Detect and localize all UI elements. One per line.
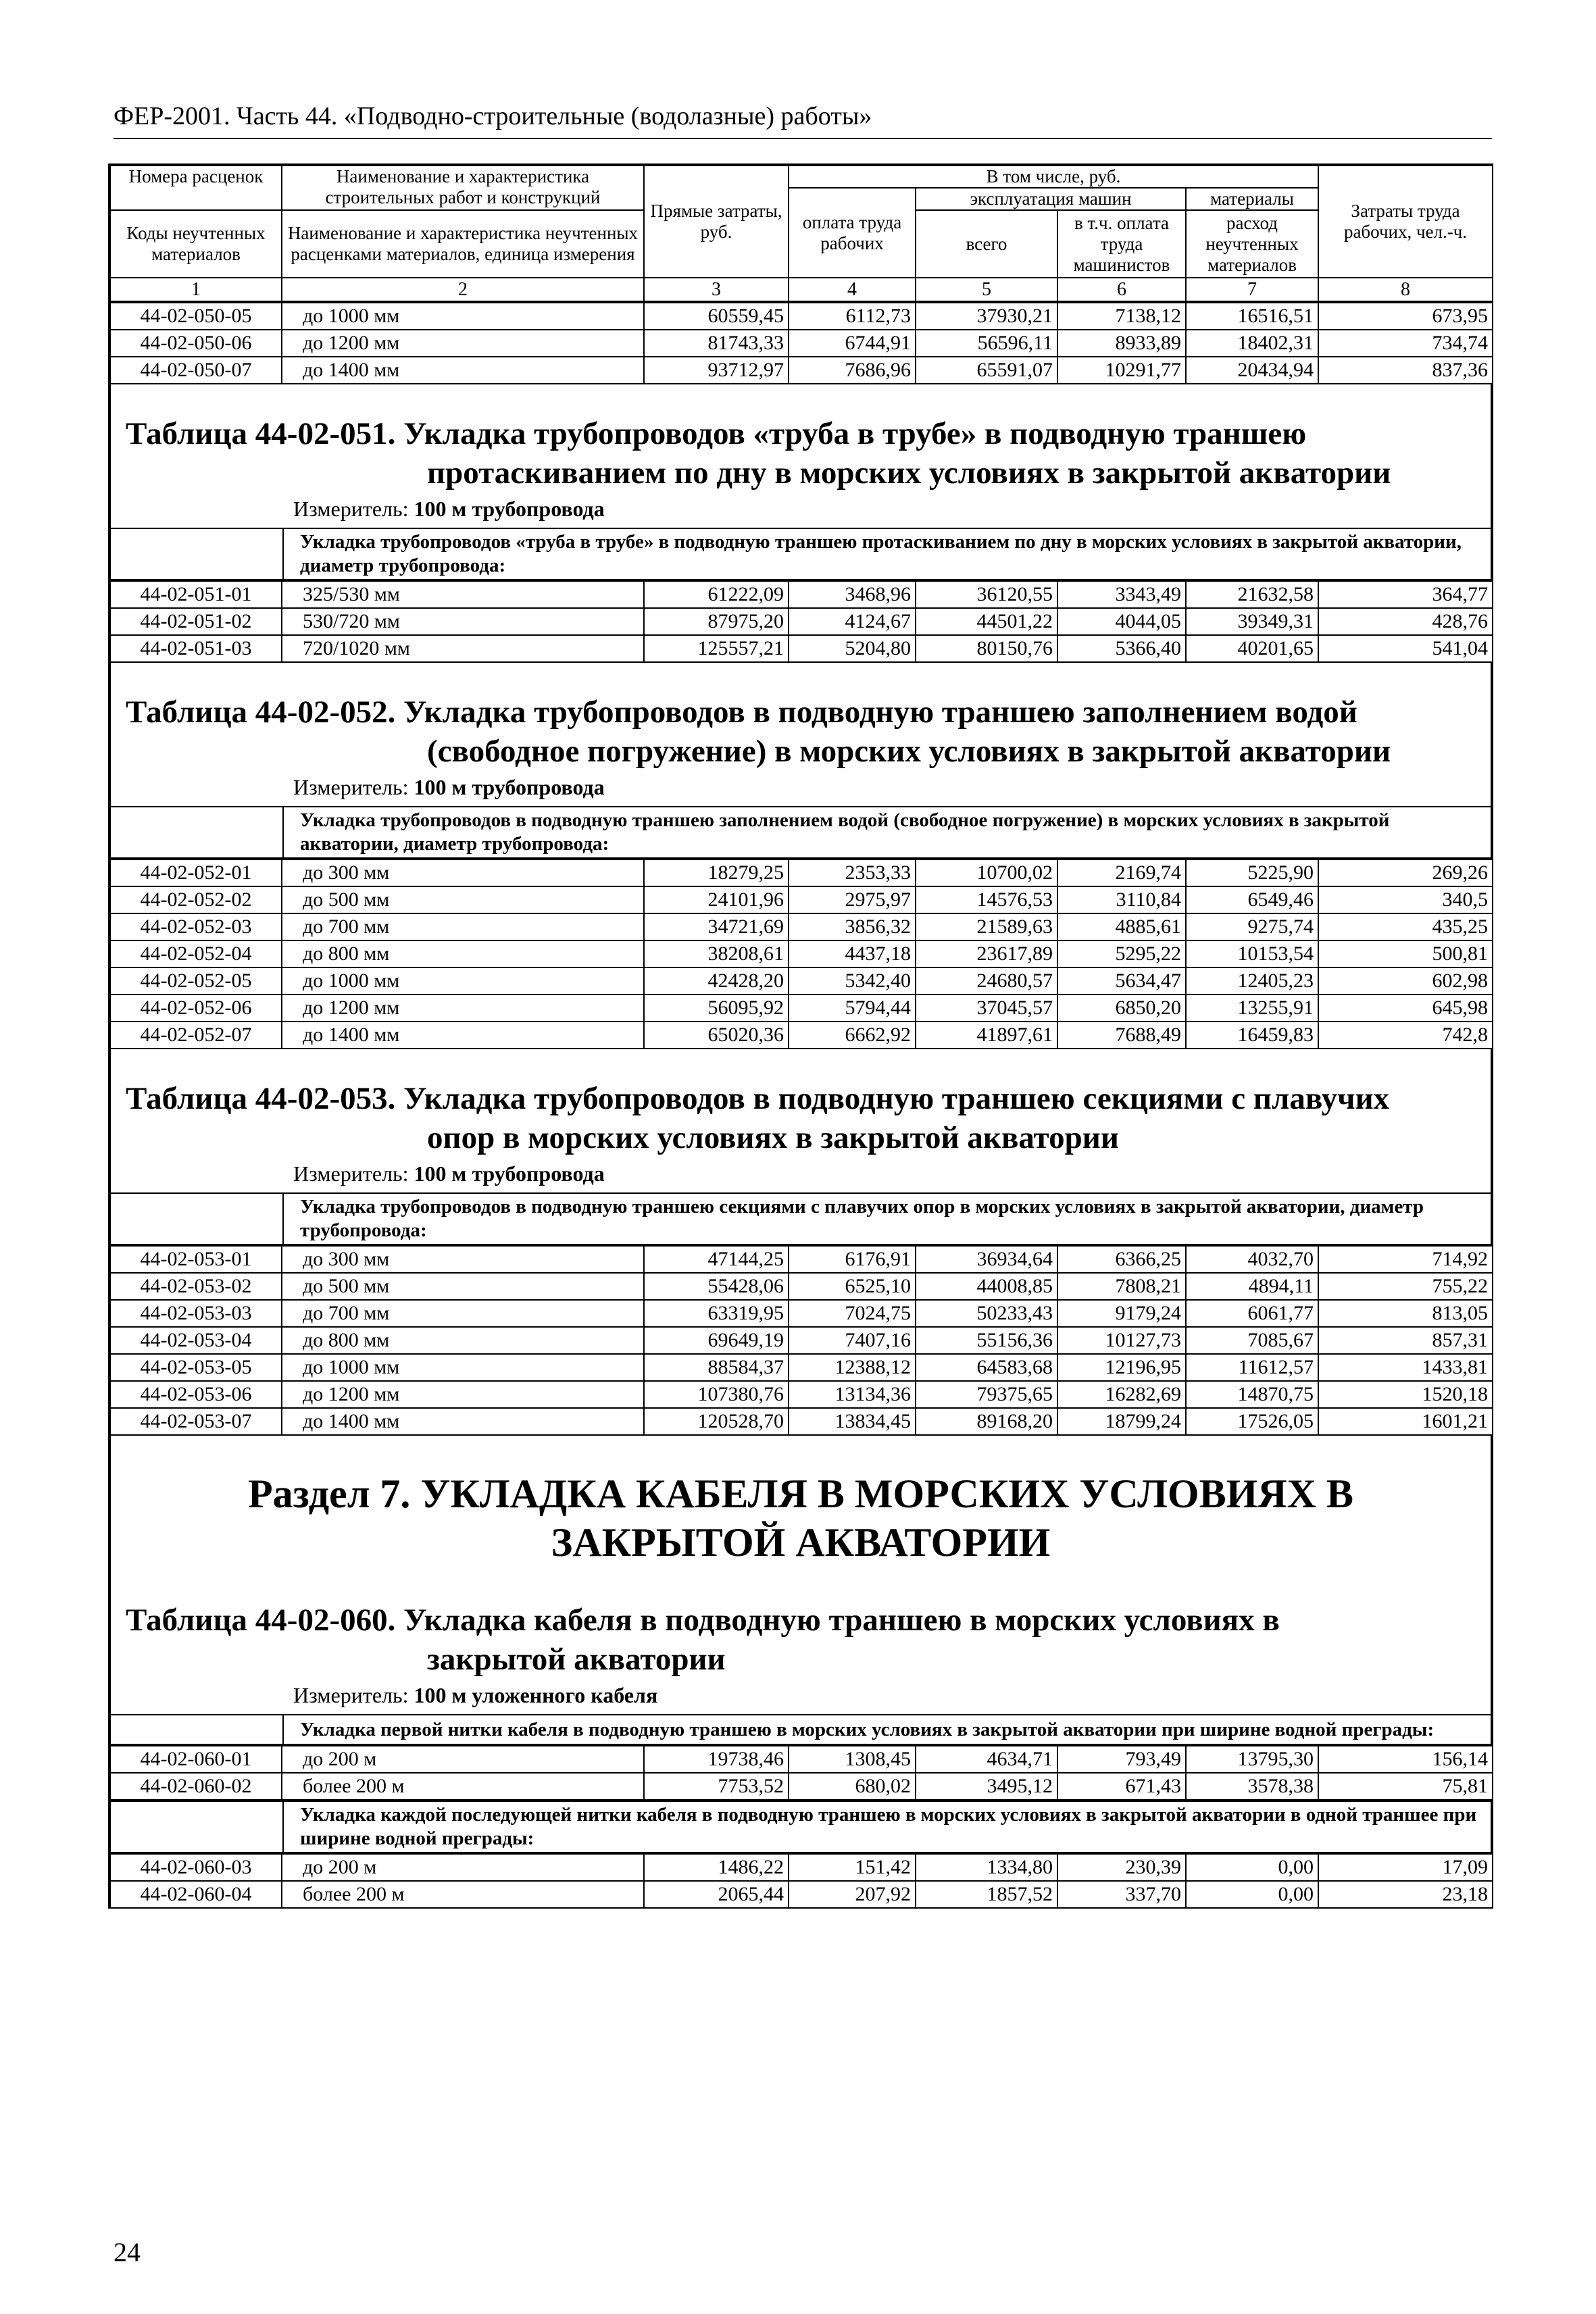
cell-rate-name: до 500 мм — [282, 886, 644, 913]
cell-rate-name: до 800 мм — [282, 1327, 644, 1354]
cell-wages: 6112,73 — [789, 303, 916, 330]
table-060-measure — [109, 1682, 1492, 1714]
col-direct-costs-header: Прямые затраты, руб. — [644, 166, 789, 278]
cell-labor: 857,31 — [1318, 1327, 1493, 1354]
cell-rate-name: до 200 м — [282, 1746, 644, 1773]
cell-rate-name: до 700 мм — [282, 913, 644, 940]
cell-materials: 0,00 — [1186, 1881, 1318, 1908]
cell-machinist-wages: 16282,69 — [1057, 1381, 1186, 1408]
table-052-title — [109, 663, 1492, 774]
table-row — [110, 1381, 1493, 1408]
cell-machines-total: 80150,76 — [916, 635, 1057, 662]
cell-wages: 12388,12 — [789, 1354, 916, 1381]
table-row — [110, 1300, 1493, 1327]
cell-machines-total: 1857,52 — [916, 1881, 1057, 1908]
cell-rate-code: 44-02-053-02 — [110, 1273, 282, 1300]
cell-materials: 4894,11 — [1186, 1273, 1318, 1300]
cell-rate-code: 44-02-052-06 — [110, 995, 282, 1022]
cell-rate-name: до 1200 мм — [282, 330, 644, 357]
measure-value: 100 м трубопровода — [414, 1161, 605, 1186]
cell-wages: 7407,16 — [789, 1327, 916, 1354]
cell-rate-name: до 1400 мм — [282, 357, 644, 384]
table-row — [110, 357, 1493, 384]
table-050-rows — [109, 302, 1493, 384]
table-row — [110, 859, 1493, 886]
cell-rate-name: до 800 мм — [282, 940, 644, 967]
measure-value: 100 м уложенного кабеля — [414, 1683, 658, 1707]
cell-rate-name: до 200 м — [282, 1854, 644, 1881]
cell-machinist-wages: 2169,74 — [1057, 859, 1186, 886]
cell-wages: 2975,97 — [789, 886, 916, 913]
cell-wages: 6662,92 — [789, 1022, 916, 1049]
cell-machinist-wages: 4044,05 — [1057, 608, 1186, 635]
cell-labor: 714,92 — [1318, 1246, 1493, 1273]
measure-value: 100 м трубопровода — [414, 497, 605, 521]
cell-materials: 9275,74 — [1186, 913, 1318, 940]
cell-rate-name: до 1200 мм — [282, 1381, 644, 1408]
table-subheader: Укладка трубопроводов в подводную траншею секциями с плавучих опор в морских условиях в закрытой акватории, диаметр трубопровода: — [283, 1193, 1491, 1244]
col-material-codes-header: Коды неучтенных материалов — [110, 210, 282, 278]
cell-direct-costs: 63319,95 — [644, 1300, 789, 1327]
table-060-subheader-2 — [109, 1801, 1492, 1853]
table-060-subheader-1 — [109, 1714, 1492, 1745]
table-row — [110, 1854, 1493, 1881]
cell-rate-name: 720/1020 мм — [282, 635, 644, 662]
cell-rate-name: до 300 мм — [282, 859, 644, 886]
table-row — [110, 1273, 1493, 1300]
table-row — [110, 913, 1493, 940]
table-row — [110, 967, 1493, 995]
table-row — [110, 940, 1493, 967]
measure-value: 100 м трубопровода — [414, 775, 605, 799]
price-table-sheet — [108, 164, 1493, 1909]
col-rate-number-header: Номера расценок — [110, 166, 282, 210]
cell-machines-total: 37045,57 — [916, 995, 1057, 1022]
cell-materials: 18402,31 — [1186, 330, 1318, 357]
cell-machines-total: 3495,12 — [916, 1773, 1057, 1800]
cell-wages: 6744,91 — [789, 330, 916, 357]
cell-materials: 3578,38 — [1186, 1773, 1318, 1800]
page-number: 24 — [114, 2237, 141, 2267]
cell-materials: 16516,51 — [1186, 303, 1318, 330]
cell-rate-code: 44-02-052-05 — [110, 967, 282, 995]
cell-wages: 3856,32 — [789, 913, 916, 940]
cell-rate-code: 44-02-052-01 — [110, 859, 282, 886]
table-subheader: Укладка каждой последующей нитки кабеля в подводную траншею в морских условиях в закрытой акватории в одной траншее при ширине водной преграды: — [283, 1801, 1491, 1853]
cell-labor: 755,22 — [1318, 1273, 1493, 1300]
cell-machinist-wages: 3343,49 — [1057, 581, 1186, 608]
cell-rate-code: 44-02-053-06 — [110, 1381, 282, 1408]
cell-machinist-wages: 7808,21 — [1057, 1273, 1186, 1300]
cell-machines-total: 50233,43 — [916, 1300, 1057, 1327]
cell-machines-total: 37930,21 — [916, 303, 1057, 330]
cell-machines-total: 36120,55 — [916, 581, 1057, 608]
table-row — [110, 1354, 1493, 1381]
col-num: 7 — [1186, 278, 1318, 301]
cell-labor: 428,76 — [1318, 608, 1493, 635]
cell-labor: 742,8 — [1318, 1022, 1493, 1049]
cell-direct-costs: 87975,20 — [644, 608, 789, 635]
cell-materials: 5225,90 — [1186, 859, 1318, 886]
cell-rate-code: 44-02-060-03 — [110, 1854, 282, 1881]
cell-rate-code: 44-02-053-03 — [110, 1300, 282, 1327]
cell-rate-code: 44-02-050-05 — [110, 303, 282, 330]
cell-machinist-wages: 671,43 — [1057, 1773, 1186, 1800]
cell-labor: 435,25 — [1318, 913, 1493, 940]
table-052-rows — [109, 859, 1493, 1049]
cell-direct-costs: 69649,19 — [644, 1327, 789, 1354]
cell-materials: 11612,57 — [1186, 1354, 1318, 1381]
cell-machinist-wages: 5295,22 — [1057, 940, 1186, 967]
cell-wages: 2353,33 — [789, 859, 916, 886]
cell-wages: 151,42 — [789, 1854, 916, 1881]
cell-rate-code: 44-02-052-07 — [110, 1022, 282, 1049]
table-row — [110, 303, 1493, 330]
cell-labor: 1601,21 — [1318, 1408, 1493, 1435]
cell-direct-costs: 19738,46 — [644, 1746, 789, 1773]
cell-rate-code: 44-02-051-02 — [110, 608, 282, 635]
table-060-title — [109, 1587, 1492, 1682]
cell-wages: 207,92 — [789, 1881, 916, 1908]
table-title-line: Таблица 44-02-053. Укладка трубопроводов в подводную траншею секциями с плавучих — [126, 1081, 1390, 1116]
cell-machinist-wages: 8933,89 — [1057, 330, 1186, 357]
cell-machinist-wages: 337,70 — [1057, 1881, 1186, 1908]
column-numbers-row — [110, 278, 1493, 301]
cell-machines-total: 4634,71 — [916, 1746, 1057, 1773]
cell-rate-code: 44-02-052-02 — [110, 886, 282, 913]
measure-label: Измеритель: — [293, 775, 414, 799]
cell-rate-name: 530/720 мм — [282, 608, 644, 635]
cell-wages: 5794,44 — [789, 995, 916, 1022]
cell-rate-name: более 200 м — [282, 1773, 644, 1800]
cell-rate-code: 44-02-052-04 — [110, 940, 282, 967]
col-machinist-wages-header: в т.ч. оплата труда машинистов — [1057, 210, 1186, 278]
table-title-line: Таблица 44-02-052. Укладка трубопроводов в подводную траншею заполнением водой — [126, 695, 1357, 730]
cell-rate-code: 44-02-052-03 — [110, 913, 282, 940]
cell-rate-code: 44-02-053-04 — [110, 1327, 282, 1354]
table-053-title — [109, 1049, 1492, 1160]
cell-direct-costs: 93712,97 — [644, 357, 789, 384]
cell-machines-total: 14576,53 — [916, 886, 1057, 913]
cell-direct-costs: 18279,25 — [644, 859, 789, 886]
cell-materials: 4032,70 — [1186, 1246, 1318, 1273]
col-including-header: В том числе, руб. — [789, 166, 1318, 188]
cell-machines-total: 64583,68 — [916, 1354, 1057, 1381]
cell-rate-name: до 1000 мм — [282, 303, 644, 330]
cell-labor: 837,36 — [1318, 357, 1493, 384]
cell-materials: 39349,31 — [1186, 608, 1318, 635]
cell-labor: 17,09 — [1318, 1854, 1493, 1881]
cell-direct-costs: 120528,70 — [644, 1408, 789, 1435]
table-053-rows — [109, 1245, 1493, 1436]
cell-wages: 7686,96 — [789, 357, 916, 384]
table-row — [110, 581, 1493, 608]
cell-rate-name: 325/530 мм — [282, 581, 644, 608]
table-row — [110, 330, 1493, 357]
cell-machinist-wages: 793,49 — [1057, 1746, 1186, 1773]
cell-labor: 673,95 — [1318, 303, 1493, 330]
cell-machines-total: 79375,65 — [916, 1381, 1057, 1408]
table-053-measure — [109, 1160, 1492, 1192]
cell-labor: 364,77 — [1318, 581, 1493, 608]
col-num: 6 — [1057, 278, 1186, 301]
cell-materials: 14870,75 — [1186, 1381, 1318, 1408]
cell-materials: 6549,46 — [1186, 886, 1318, 913]
table-052-measure — [109, 774, 1492, 806]
table-052-subheader — [109, 806, 1492, 859]
cell-direct-costs: 81743,33 — [644, 330, 789, 357]
cell-materials: 7085,67 — [1186, 1327, 1318, 1354]
cell-machinist-wages: 10291,77 — [1057, 357, 1186, 384]
cell-labor: 813,05 — [1318, 1300, 1493, 1327]
col-num: 4 — [789, 278, 916, 301]
cell-labor: 500,81 — [1318, 940, 1493, 967]
col-machines-header: эксплуатация машин — [916, 188, 1186, 210]
table-row — [110, 608, 1493, 635]
cell-machinist-wages: 5366,40 — [1057, 635, 1186, 662]
table-053-subheader — [109, 1192, 1492, 1245]
cell-machines-total: 44008,85 — [916, 1273, 1057, 1300]
table-subheader: Укладка трубопроводов в подводную траншею заполнением водой (свободное погружение) в морских условиях в закрытой акватории, диаметр трубопровода: — [283, 807, 1491, 858]
cell-direct-costs: 55428,06 — [644, 1273, 789, 1300]
cell-labor: 156,14 — [1318, 1746, 1493, 1773]
cell-rate-code: 44-02-053-01 — [110, 1246, 282, 1273]
cell-wages: 13134,36 — [789, 1381, 916, 1408]
table-row — [110, 886, 1493, 913]
cell-materials: 10153,54 — [1186, 940, 1318, 967]
cell-direct-costs: 34721,69 — [644, 913, 789, 940]
cell-direct-costs: 38208,61 — [644, 940, 789, 967]
cell-labor: 1433,81 — [1318, 1354, 1493, 1381]
cell-rate-code: 44-02-060-04 — [110, 1881, 282, 1908]
col-machines-total-header: всего — [916, 210, 1057, 278]
cell-direct-costs: 65020,36 — [644, 1022, 789, 1049]
cell-rate-code: 44-02-051-03 — [110, 635, 282, 662]
cell-labor: 645,98 — [1318, 995, 1493, 1022]
running-head: ФЕР-2001. Часть 44. «Подводно-строительные (водолазные) работы» — [114, 100, 1492, 139]
cell-wages: 4437,18 — [789, 940, 916, 967]
col-num: 1 — [110, 278, 282, 301]
cell-direct-costs: 60559,45 — [644, 303, 789, 330]
table-row — [110, 1408, 1493, 1435]
cell-materials: 13255,91 — [1186, 995, 1318, 1022]
cell-wages: 6176,91 — [789, 1246, 916, 1273]
cell-materials: 0,00 — [1186, 1854, 1318, 1881]
cell-machines-total: 21589,63 — [916, 913, 1057, 940]
cell-wages: 3468,96 — [789, 581, 916, 608]
table-051-subheader — [109, 528, 1492, 580]
cell-machines-total: 36934,64 — [916, 1246, 1057, 1273]
cell-labor: 541,04 — [1318, 635, 1493, 662]
cell-direct-costs: 47144,25 — [644, 1246, 789, 1273]
cell-materials: 16459,83 — [1186, 1022, 1318, 1049]
col-num: 3 — [644, 278, 789, 301]
table-title-line: закрытой акватории — [427, 1642, 726, 1677]
table-051-measure — [109, 495, 1492, 528]
table-subheader: Укладка трубопроводов «труба в трубе» в подводную траншею протаскиванием по дну в морских условиях в закрытой акватории, диаметр трубопровода: — [283, 528, 1491, 580]
cell-wages: 680,02 — [789, 1773, 916, 1800]
table-060-rows-1 — [109, 1745, 1493, 1801]
table-060-rows-2 — [109, 1853, 1493, 1909]
cell-rate-code: 44-02-051-01 — [110, 581, 282, 608]
col-wages-header: оплата труда рабочих — [789, 188, 916, 278]
cell-machinist-wages: 5634,47 — [1057, 967, 1186, 995]
cell-machinist-wages: 6850,20 — [1057, 995, 1186, 1022]
table-row — [110, 1022, 1493, 1049]
cell-machines-total: 55156,36 — [916, 1327, 1057, 1354]
cell-labor: 269,26 — [1318, 859, 1493, 886]
cell-wages: 6525,10 — [789, 1273, 916, 1300]
cell-rate-code: 44-02-060-02 — [110, 1773, 282, 1800]
cell-wages: 4124,67 — [789, 608, 916, 635]
cell-materials: 20434,94 — [1186, 357, 1318, 384]
table-title-line: опор в морских условиях в закрытой акватории — [427, 1120, 1119, 1155]
col-work-name-header: Наименование и характеристика строительных работ и конструкций — [282, 166, 644, 210]
col-material-name-header: Наименование и характеристика неучтенных расценками материалов, единица измерения — [282, 210, 644, 278]
col-materials-header: материалы — [1186, 188, 1318, 210]
col-num: 5 — [916, 278, 1057, 301]
cell-direct-costs: 1486,22 — [644, 1854, 789, 1881]
cell-machines-total: 41897,61 — [916, 1022, 1057, 1049]
cell-direct-costs: 61222,09 — [644, 581, 789, 608]
cell-rate-code: 44-02-053-07 — [110, 1408, 282, 1435]
cell-materials: 21632,58 — [1186, 581, 1318, 608]
table-title-line: протаскиванием по дну в морских условиях в закрытой акватории — [427, 455, 1391, 491]
cell-wages: 13834,45 — [789, 1408, 916, 1435]
cell-materials: 6061,77 — [1186, 1300, 1318, 1327]
cell-direct-costs: 125557,21 — [644, 635, 789, 662]
cell-machinist-wages: 7688,49 — [1057, 1022, 1186, 1049]
cell-rate-name: до 1000 мм — [282, 1354, 644, 1381]
cell-machines-total: 23617,89 — [916, 940, 1057, 967]
cell-direct-costs: 24101,96 — [644, 886, 789, 913]
col-labor-header: Затраты труда рабочих, чел.-ч. — [1318, 166, 1493, 278]
cell-machinist-wages: 18799,24 — [1057, 1408, 1186, 1435]
cell-labor: 1520,18 — [1318, 1381, 1493, 1408]
cell-machines-total: 44501,22 — [916, 608, 1057, 635]
cell-direct-costs: 42428,20 — [644, 967, 789, 995]
cell-machinist-wages: 230,39 — [1057, 1854, 1186, 1881]
table-row — [110, 1746, 1493, 1773]
cell-labor: 75,81 — [1318, 1773, 1493, 1800]
cell-rate-code: 44-02-050-07 — [110, 357, 282, 384]
table-row — [110, 1881, 1493, 1908]
cell-direct-costs: 56095,92 — [644, 995, 789, 1022]
cell-rate-name: до 1200 мм — [282, 995, 644, 1022]
table-row — [110, 1327, 1493, 1354]
cell-materials: 17526,05 — [1186, 1408, 1318, 1435]
table-051-rows — [109, 580, 1493, 663]
table-051-title — [109, 384, 1492, 495]
cell-rate-name: до 700 мм — [282, 1300, 644, 1327]
cell-direct-costs: 7753,52 — [644, 1773, 789, 1800]
cell-machinist-wages: 10127,73 — [1057, 1327, 1186, 1354]
cell-wages: 5204,80 — [789, 635, 916, 662]
cell-machines-total: 1334,80 — [916, 1854, 1057, 1881]
cell-rate-name: до 500 мм — [282, 1273, 644, 1300]
cell-wages: 1308,45 — [789, 1746, 916, 1773]
table-title-line: (свободное погружение) в морских условиях в закрытой акватории — [427, 734, 1391, 769]
cell-machinist-wages: 9179,24 — [1057, 1300, 1186, 1327]
col-num: 2 — [282, 278, 644, 301]
cell-machinist-wages: 4885,61 — [1057, 913, 1186, 940]
cell-labor: 734,74 — [1318, 330, 1493, 357]
cell-labor: 340,5 — [1318, 886, 1493, 913]
table-title-line: Таблица 44-02-060. Укладка кабеля в подводную траншею в морских условиях в — [126, 1603, 1280, 1638]
cell-rate-name: до 1400 мм — [282, 1408, 644, 1435]
cell-materials: 13795,30 — [1186, 1746, 1318, 1773]
column-header — [109, 165, 1493, 302]
section-7-heading: Раздел 7. УКЛАДКА КАБЕЛЯ В МОРСКИХ УСЛОВИЯХ В ЗАКРЫТОЙ АКВАТОРИИ — [109, 1436, 1492, 1587]
cell-rate-code: 44-02-060-01 — [110, 1746, 282, 1773]
cell-machines-total: 24680,57 — [916, 967, 1057, 995]
measure-label: Измеритель: — [293, 1683, 414, 1707]
measure-label: Измеритель: — [293, 1161, 414, 1186]
cell-machines-total: 89168,20 — [916, 1408, 1057, 1435]
cell-rate-name: до 300 мм — [282, 1246, 644, 1273]
cell-materials: 12405,23 — [1186, 967, 1318, 995]
cell-rate-code: 44-02-053-05 — [110, 1354, 282, 1381]
cell-materials: 40201,65 — [1186, 635, 1318, 662]
cell-machinist-wages: 7138,12 — [1057, 303, 1186, 330]
cell-machines-total: 10700,02 — [916, 859, 1057, 886]
cell-machinist-wages: 12196,95 — [1057, 1354, 1186, 1381]
cell-wages: 5342,40 — [789, 967, 916, 995]
cell-wages: 7024,75 — [789, 1300, 916, 1327]
cell-rate-name: более 200 м — [282, 1881, 644, 1908]
cell-rate-code: 44-02-050-06 — [110, 330, 282, 357]
table-subheader: Укладка первой нитки кабеля в подводную траншею в морских условиях в закрытой акватории при ширине водной преграды: — [283, 1715, 1491, 1744]
cell-machines-total: 65591,07 — [916, 357, 1057, 384]
cell-machinist-wages: 3110,84 — [1057, 886, 1186, 913]
table-row — [110, 635, 1493, 662]
cell-machines-total: 56596,11 — [916, 330, 1057, 357]
table-title-line: Таблица 44-02-051. Укладка трубопроводов «труба в трубе» в подводную траншею — [126, 416, 1307, 451]
cell-machinist-wages: 6366,25 — [1057, 1246, 1186, 1273]
cell-rate-name: до 1400 мм — [282, 1022, 644, 1049]
table-row — [110, 1773, 1493, 1800]
table-row — [110, 995, 1493, 1022]
cell-labor: 602,98 — [1318, 967, 1493, 995]
col-material-usage-header: расход неучтенных материалов — [1186, 210, 1318, 278]
cell-direct-costs: 2065,44 — [644, 1881, 789, 1908]
cell-direct-costs: 107380,76 — [644, 1381, 789, 1408]
cell-rate-name: до 1000 мм — [282, 967, 644, 995]
measure-label: Измеритель: — [293, 497, 414, 521]
col-num: 8 — [1318, 278, 1493, 301]
cell-direct-costs: 88584,37 — [644, 1354, 789, 1381]
cell-labor: 23,18 — [1318, 1881, 1493, 1908]
table-row — [110, 1246, 1493, 1273]
